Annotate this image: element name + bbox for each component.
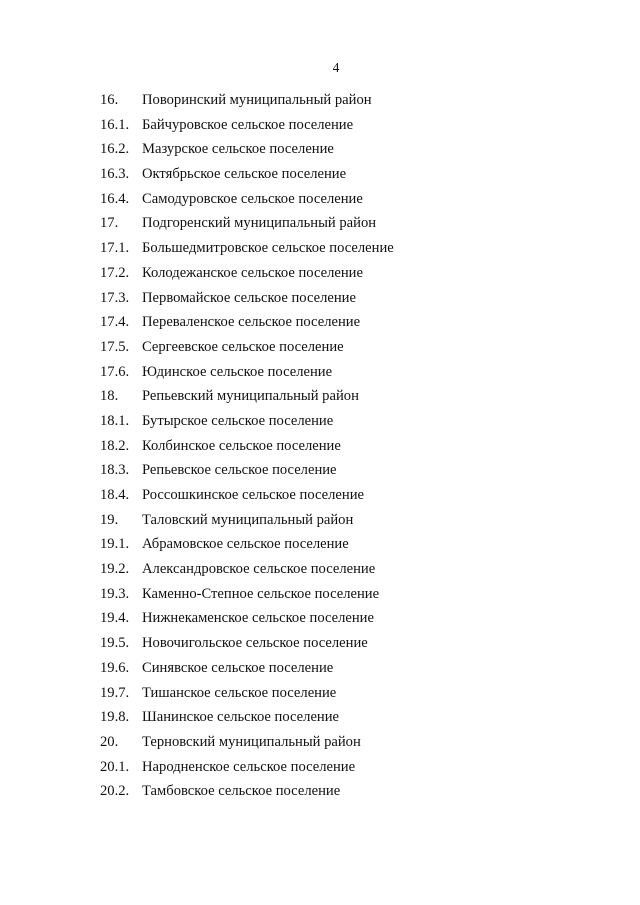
entry-name: Байчуровское сельское поселение (142, 116, 354, 133)
list-item (100, 557, 560, 582)
list-item (100, 606, 560, 631)
entry-name: Таловский муниципальный район (142, 511, 354, 528)
list-item (100, 631, 560, 656)
entry-number: 16.2. (100, 141, 130, 158)
entry-number: 17. (100, 215, 119, 232)
entry-name: Россошкинское сельское поселение (142, 487, 364, 503)
entry-name: Народненское сельское поселение (142, 758, 356, 775)
entry-number: 17.5. (100, 338, 130, 355)
entry-name: Большедмитровское сельское поселение (142, 240, 394, 257)
entry-number: 18.4. (100, 487, 130, 503)
list-item (100, 409, 560, 434)
entry-number: 19.3. (100, 585, 130, 602)
entry-name: Абрамовское сельское поселение (142, 536, 349, 553)
entry-number: 20.1. (100, 758, 130, 775)
entry-number: 20. (100, 733, 119, 750)
entry-name: Тамбовское сельское поселение (142, 783, 341, 800)
entry-name: Переваленское сельское поселение (142, 314, 361, 331)
list-item (100, 261, 560, 286)
entry-name: Репьевский муниципальный район (142, 388, 359, 405)
entry-name: Нижнекаменское сельское поселение (142, 610, 374, 627)
entry-name: Самодуровское сельское поселение (142, 190, 363, 207)
entry-number: 17.3. (100, 289, 130, 306)
entry-number: 19.5. (100, 635, 130, 652)
entry-number: 18.3. (100, 462, 130, 479)
list-item (100, 310, 560, 335)
entry-number: 19.6. (100, 659, 130, 676)
list-item (100, 360, 560, 385)
list-item (100, 681, 560, 706)
entry-number: 19.7. (100, 684, 130, 701)
entry-name: Новочигольское сельское поселение (142, 635, 368, 652)
entry-name: Александровское сельское поселение (142, 561, 376, 578)
page-number: 4 (332, 60, 340, 75)
entry-number: 19.4. (100, 610, 130, 627)
entry-number: 19.8. (100, 709, 130, 726)
list-item (100, 137, 560, 162)
list-item (100, 483, 560, 508)
entry-name: Репьевское сельское поселение (142, 462, 337, 479)
entry-number: 19.1. (100, 536, 130, 553)
entry-name: Первомайское сельское поселение (142, 289, 356, 306)
entry-name: Сергеевское сельское поселение (142, 338, 344, 355)
list-item (100, 779, 560, 804)
list-item (100, 730, 560, 755)
entry-number: 16.4. (100, 190, 130, 207)
entry-name: Юдинское сельское поселение (142, 363, 333, 380)
entry-number: 18. (100, 388, 119, 405)
entry-number: 17.6. (100, 363, 130, 380)
entry-number: 16.1. (100, 116, 130, 133)
list-item (100, 236, 560, 261)
list-item (100, 187, 560, 212)
entry-name: Колодежанское сельское поселение (142, 264, 363, 281)
entry-name: Колбинское сельское поселение (142, 437, 341, 454)
entry-list (100, 88, 560, 804)
entry-number: 16. (100, 92, 119, 108)
list-item (100, 286, 560, 311)
entry-number: 17.1. (100, 240, 130, 257)
entry-number: 17.2. (100, 264, 130, 281)
entry-number: 20.2. (100, 783, 130, 800)
list-item (100, 162, 560, 187)
entry-name: Шанинское сельское поселение (142, 709, 340, 726)
entry-name: Мазурское сельское поселение (142, 141, 334, 158)
entry-number: 19. (100, 511, 119, 528)
entry-name: Синявское сельское поселение (142, 659, 334, 676)
list-item (100, 211, 560, 236)
list-item (100, 113, 560, 138)
entry-name: Терновский муниципальный район (142, 733, 361, 750)
entry-name: Каменно-Степное сельское поселение (142, 585, 380, 602)
entry-name: Поворинский муниципальный район (142, 92, 372, 108)
list-item (100, 582, 560, 607)
entry-number: 19.2. (100, 561, 130, 578)
entry-number: 17.4. (100, 314, 130, 331)
list-item (100, 755, 560, 780)
entry-name: Тишанское сельское поселение (142, 684, 337, 701)
list-item (100, 434, 560, 459)
entry-number: 18.2. (100, 437, 130, 454)
entry-name: Подгоренский муниципальный район (142, 215, 377, 232)
list-item (100, 656, 560, 681)
entry-name: Октябрьское сельское поселение (142, 166, 347, 183)
list-item (100, 532, 560, 557)
list-item (100, 88, 560, 113)
list-item (100, 384, 560, 409)
entry-number: 16.3. (100, 166, 130, 183)
entry-name: Бутырское сельское поселение (142, 412, 334, 429)
list-item (100, 458, 560, 483)
list-item (100, 705, 560, 730)
list-item (100, 508, 560, 533)
entry-number: 18.1. (100, 412, 130, 429)
list-item (100, 335, 560, 360)
